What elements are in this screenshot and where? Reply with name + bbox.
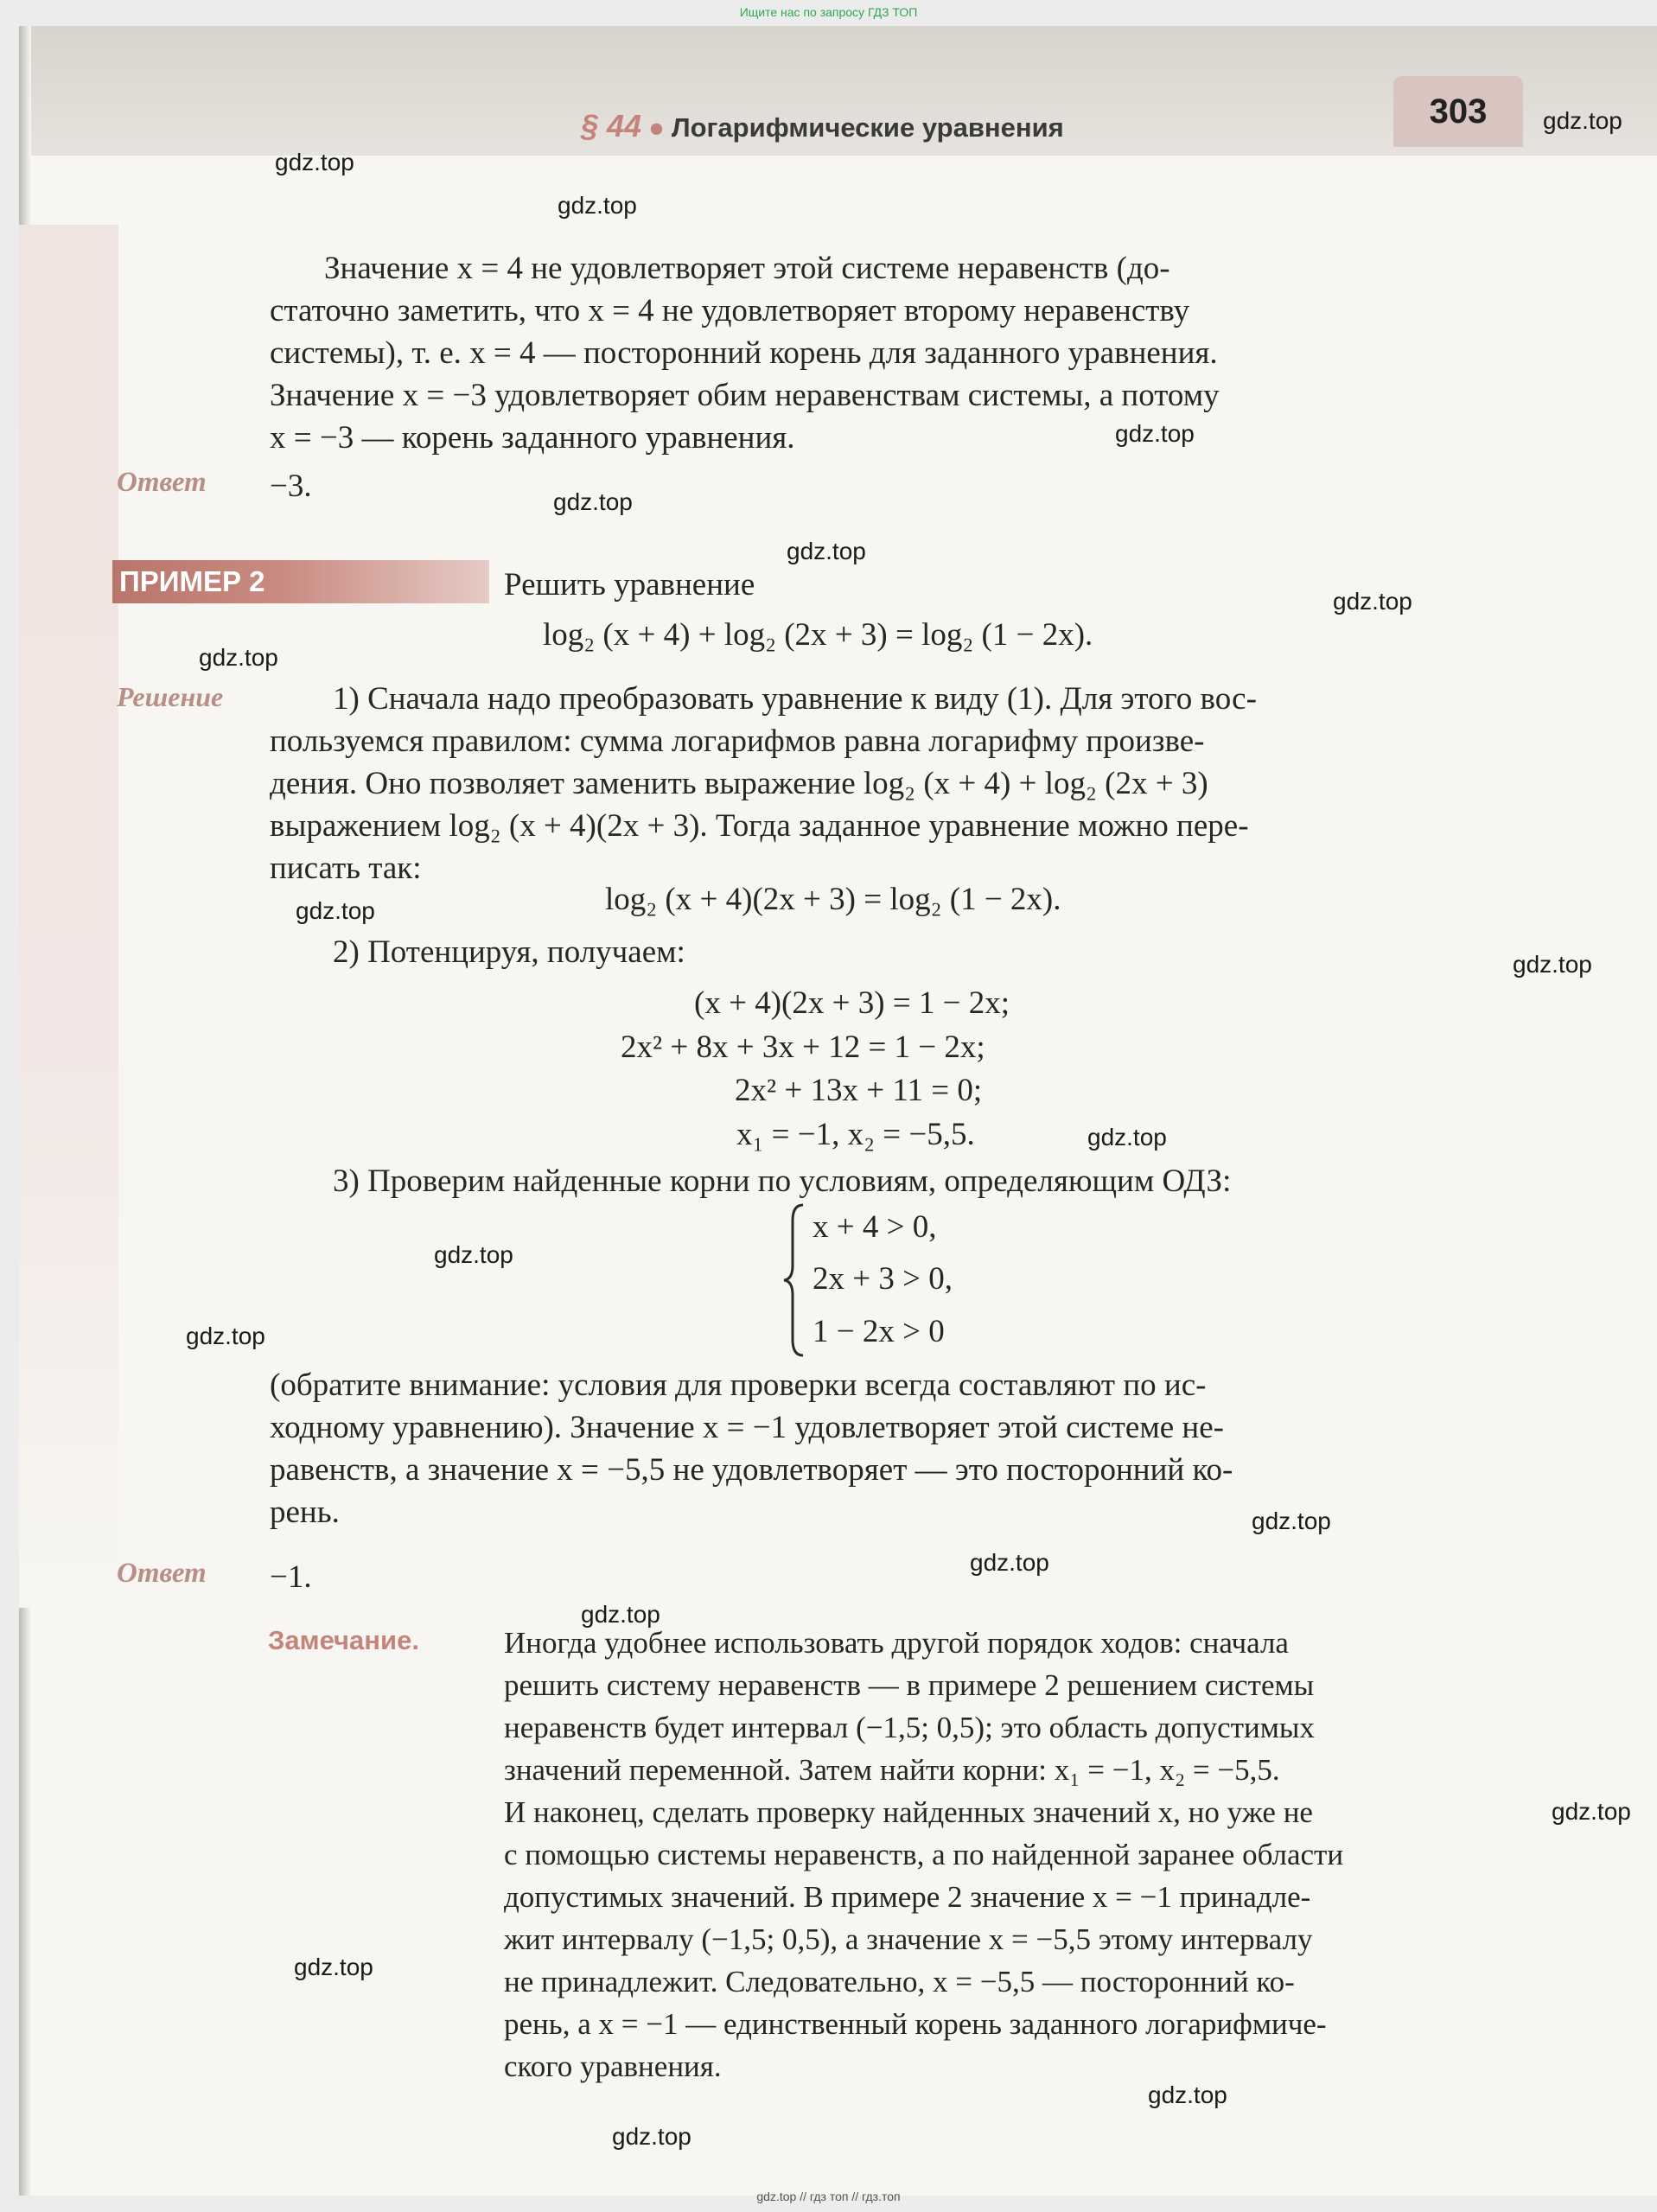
watermark: gdz.top: [294, 1954, 373, 1980]
system-ineq-3: 1 − 2x > 0: [813, 1314, 945, 1349]
step2-eq-1: (x + 4)(2x + 3) = 1 − 2x;: [694, 985, 1010, 1021]
watermark: gdz.top: [1115, 420, 1195, 447]
section-number: § 44: [581, 108, 642, 143]
note-line-4: рень.: [270, 1495, 340, 1530]
example-heading: ПРИМЕР 2: [112, 560, 489, 603]
step2-eq-3: 2x² + 13x + 11 = 0;: [735, 1073, 983, 1108]
step1-line-3: дения. Оно позволяет заменить выражение log₂ (x + 4) + log₂ (2x + 3): [270, 766, 1208, 801]
remark-line-3: неравенств будет интервал (−1,5; 0,5); это область допустимых: [504, 1711, 1315, 1744]
step2-text: 2) Потенцируя, получаем:: [333, 934, 685, 970]
remark-line-9: не принадлежит. Следовательно, x = −5,5 — посторонний ко-: [504, 1965, 1295, 1998]
answer-value: −1.: [270, 1559, 312, 1595]
remark-label: Замечание.: [268, 1625, 419, 1655]
section-title: [581, 108, 1064, 144]
remark-line-2: решить систему неравенств — в примере 2 решением системы: [504, 1668, 1315, 1702]
watermark: gdz.top: [1552, 1798, 1631, 1825]
remark-line-7: допустимых значений. В примере 2 значение x = −1 принадле-: [504, 1880, 1311, 1914]
watermark: gdz.top: [1252, 1508, 1331, 1534]
step2-eq-4: x₁ = −1, x₂ = −5,5.: [736, 1117, 975, 1152]
watermark: gdz.top: [434, 1241, 513, 1268]
watermark: gdz.top: [1087, 1124, 1167, 1151]
left-margin-band: [19, 225, 118, 1608]
note-line-3: равенств, а значение x = −5,5 не удовлетворяет — это посторонний ко-: [270, 1452, 1233, 1488]
watermark: gdz.top: [275, 149, 354, 175]
remark-line-10: рень, а x = −1 — единственный корень заданного логарифмиче-: [504, 2007, 1327, 2041]
watermark: gdz.top: [296, 897, 375, 924]
intro-line-5: x = −3 — корень заданного уравнения.: [270, 420, 795, 456]
system-ineq-2: 2x + 3 > 0,: [813, 1261, 953, 1297]
note-line-2: ходному уравнению). Значение x = −1 удовлетворяет этой системе не-: [270, 1410, 1224, 1445]
watermark: gdz.top: [186, 1323, 265, 1349]
remark-line-1: Иногда удобнее использовать другой порядок ходов: сначала: [504, 1626, 1289, 1660]
intro-line-4: Значение x = −3 удовлетворяет обим неравенствам системы, а потому: [270, 378, 1220, 413]
example-task: Решить уравнение: [504, 567, 755, 602]
answer-label: Ответ: [117, 1558, 207, 1589]
intro-line-1: Значение x = 4 не удовлетворяет этой системе неравенств (до-: [324, 251, 1170, 286]
remark-line-8: жит интервалу (−1,5; 0,5), а значение x = −5,5 этому интервалу: [504, 1922, 1313, 1956]
watermark: gdz.top: [199, 644, 278, 671]
step1-line-4: выражением log₂ (x + 4)(2x + 3). Тогда заданное уравнение можно пере-: [270, 808, 1249, 844]
remark-line-5: И наконец, сделать проверку найденных значений x, но уже не: [504, 1795, 1313, 1829]
watermark: gdz.top: [1513, 951, 1592, 978]
section-name: Логарифмические уравнения: [671, 112, 1064, 143]
watermark: gdz.top: [553, 488, 633, 515]
watermark: gdz.top: [581, 1601, 660, 1628]
remark-line-6: с помощью системы неравенств, а по найденной заранее области: [504, 1838, 1344, 1871]
bullet-icon: ●: [648, 112, 665, 143]
watermark: gdz.top: [1543, 107, 1622, 134]
step2-eq-2: 2x² + 8x + 3x + 12 = 1 − 2x;: [621, 1030, 985, 1065]
watermark: gdz.top: [1148, 2081, 1227, 2108]
intro-line-2: статочно заметить, что x = 4 не удовлетворяет второму неравенству: [270, 293, 1190, 328]
watermark: gdz.top: [1333, 588, 1412, 615]
watermark: gdz.top: [970, 1549, 1049, 1576]
step3-text: 3) Проверим найденные корни по условиям, определяющим ОДЗ:: [333, 1163, 1232, 1199]
step1-line-5: писать так:: [270, 851, 422, 886]
step1-line-2: пользуемся правилом: сумма логарифмов равна логарифму произве-: [270, 724, 1205, 759]
watermark: gdz.top: [558, 192, 637, 219]
note-line-1: (обратите внимание: условия для проверки всегда составляют по ис-: [270, 1367, 1207, 1403]
step1-line-1: 1) Сначала надо преобразовать уравнение к виду (1). Для этого вос-: [333, 681, 1257, 717]
bottom-banner: gdz.top // гдз топ // гдз.топ: [756, 2190, 901, 2203]
remark-line-4: значений переменной. Затем найти корни: x₁ = −1, x₂ = −5,5.: [504, 1753, 1280, 1787]
answer-value: −3.: [270, 469, 312, 504]
page-number: 303: [1393, 76, 1523, 147]
intro-line-3: системы), т. е. x = 4 — посторонний корень для заданного уравнения.: [270, 335, 1218, 371]
top-banner: Ищите нас по запросу ГДЗ ТОП: [739, 5, 918, 19]
system-ineq-1: x + 4 > 0,: [813, 1209, 937, 1245]
example-equation: log₂ (x + 4) + log₂ (2x + 3) = log₂ (1 − 2x).: [543, 617, 1093, 653]
answer-label: Ответ: [117, 467, 207, 498]
step1-equation: log₂ (x + 4)(2x + 3) = log₂ (1 − 2x).: [605, 882, 1061, 917]
solution-label: Решение: [117, 681, 224, 712]
remark-line-11: ского уравнения.: [504, 2049, 722, 2083]
watermark: gdz.top: [612, 2123, 691, 2150]
system-brace: [782, 1203, 806, 1357]
watermark: gdz.top: [787, 538, 866, 564]
